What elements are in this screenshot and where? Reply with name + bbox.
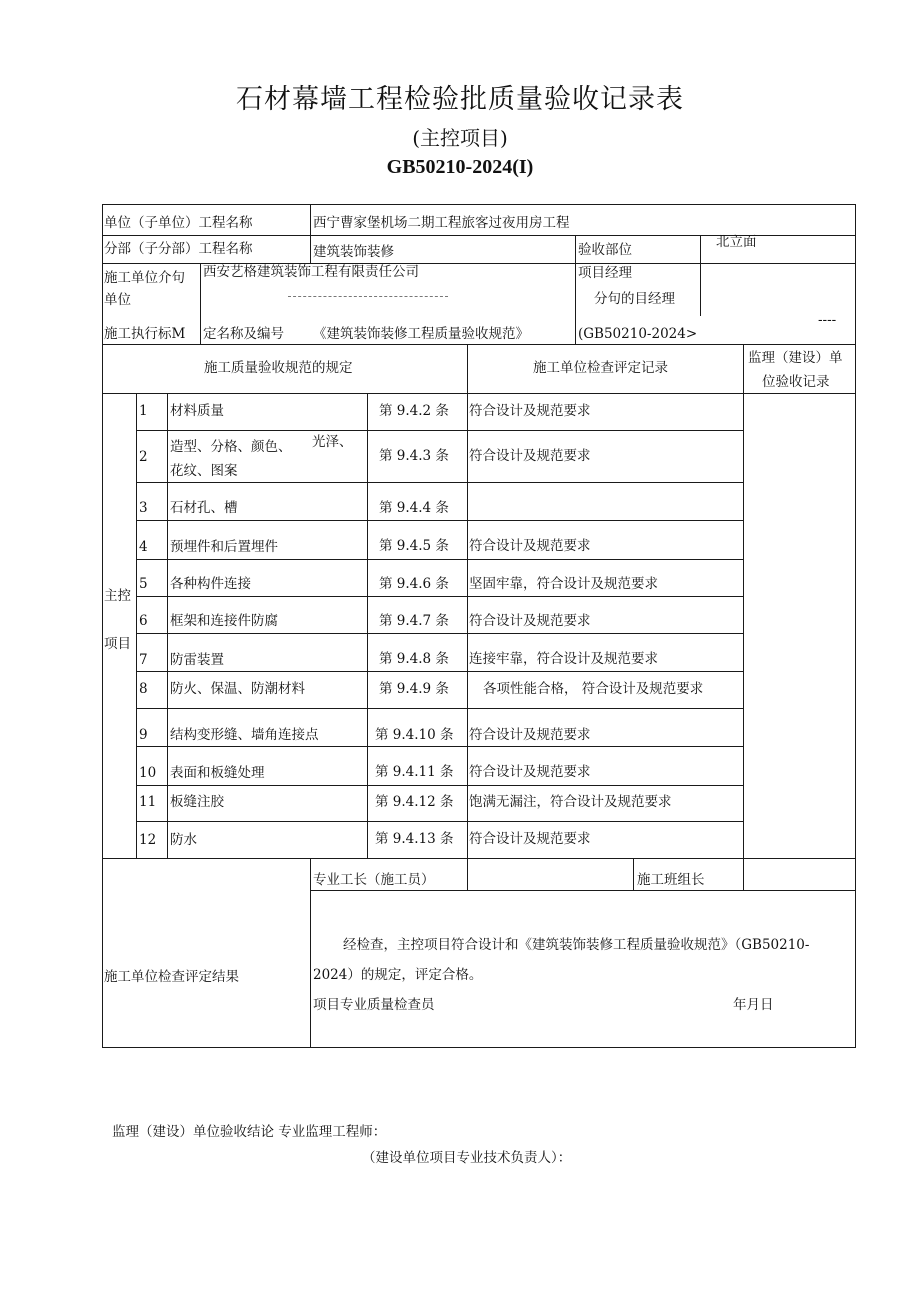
item-clause: 第 9.4.4 条 [379, 500, 449, 516]
item-result: 符合设计及规范要求 [469, 831, 591, 847]
table-border-bottom [102, 1047, 856, 1048]
item-result: 符合设计及规范要求 [469, 448, 591, 464]
division-name-label: 分部（子分部）工程名称 [104, 241, 253, 257]
item-clause: 第 9.4.8 条 [379, 651, 449, 667]
grid-line [367, 393, 368, 858]
project-manager-label: 项目经理 [578, 265, 632, 281]
item-number: 11 [139, 794, 157, 810]
group-label: 主控 [104, 588, 131, 604]
grid-line [467, 393, 468, 858]
standard-value: 《建筑装饰装修工程质量验收规范》 [313, 326, 529, 342]
item-number: 6 [139, 613, 148, 629]
item-number: 8 [139, 681, 148, 697]
contractor-value: 西安艺格建筑装饰工程有限责任公司 [203, 264, 419, 280]
item-name-extra: 光泽、 [312, 434, 353, 450]
unit-name-value: 西宁曹家堡机场二期工程旅客过夜用房工程 [313, 215, 570, 231]
item-clause: 第 9.4.11 条 [375, 764, 454, 780]
accept-part-value: 北立面 [716, 234, 757, 250]
grid-line [700, 235, 701, 316]
item-number: 9 [139, 727, 148, 743]
item-number: 7 [139, 652, 148, 668]
item-name: 结构变形缝、墙角连接点 [170, 727, 319, 743]
grid-line [136, 633, 743, 634]
item-name: 防雷装置 [170, 652, 224, 668]
item-number: 4 [139, 539, 148, 555]
item-clause: 第 9.4.10 条 [375, 727, 454, 743]
standard-label-line2: 定名称及编号 [203, 326, 284, 342]
sub-project-manager-value: ---- [818, 312, 837, 328]
item-name: 防水 [170, 832, 197, 848]
table-border-top [102, 204, 856, 205]
contractor-label-line2: 单位 [104, 292, 131, 308]
item-result: 各项性能合格， 符合设计及规范要求 [483, 681, 704, 697]
page-title: 石材幕墙工程检验批质量验收记录表 [236, 84, 684, 115]
item-clause: 第 9.4.5 条 [379, 538, 449, 554]
item-number: 12 [139, 832, 157, 848]
grid-line [467, 858, 468, 890]
item-result: 饱满无漏注，符合设计及规范要求 [469, 794, 672, 810]
column-header-spec: 施工质量验收规范的规定 [204, 360, 353, 376]
grid-line [136, 821, 743, 822]
contractor-label: 施工单位介句 [104, 270, 185, 286]
item-result: 符合设计及规范要求 [469, 764, 591, 780]
item-number: 1 [139, 403, 148, 419]
standard-code-value: (GB50210-2024> [578, 326, 698, 342]
item-name: 石材孔、槽 [170, 500, 238, 516]
item-number: 5 [139, 576, 148, 592]
column-header-supervision: 监理（建设）单 [748, 350, 843, 366]
owner-technical-lead: （建设单位项目专业技术负责人）： [362, 1150, 572, 1166]
item-result: 坚固牢靠，符合设计及规范要求 [469, 576, 658, 592]
item-result: 符合设计及规范要求 [469, 727, 591, 743]
page-subtitle: (主控项目) [412, 126, 508, 150]
item-clause: 第 9.4.13 条 [375, 831, 454, 847]
grid-line [136, 708, 743, 709]
grid-line [310, 204, 311, 263]
team-leader-label: 施工班组长 [637, 872, 705, 888]
grid-line [467, 344, 468, 393]
grid-line [102, 858, 856, 859]
grid-line [136, 520, 743, 521]
unit-name-label: 单位（子单位）工程名称 [104, 215, 253, 231]
evaluation-result-text: 经检查，主控项目符合设计和《建筑装饰装修工程质量验收规范》（GB50210- [343, 937, 810, 953]
column-header-supervision-line2: 位验收记录 [762, 374, 830, 390]
supervision-conclusion: 监理（建设）单位验收结论 专业监理工程师： [112, 1124, 387, 1140]
standard-label: 施工执行标M [104, 326, 186, 342]
item-clause: 第 9.4.9 条 [379, 681, 449, 697]
table-border-left [102, 204, 103, 1048]
grid-line [633, 858, 634, 890]
sub-project-manager-label: 分句的目经理 [594, 291, 675, 307]
evaluation-result-label: 施工单位检查评定结果 [104, 969, 239, 985]
item-name: 材料质量 [170, 403, 224, 419]
item-result: 符合设计及规范要求 [469, 613, 591, 629]
evaluation-result-text-line2: 2024）的规定，评定合格。 [313, 967, 483, 983]
grid-line [136, 430, 743, 431]
grid-line [136, 785, 743, 786]
item-number: 10 [139, 765, 157, 781]
grid-line [167, 393, 168, 858]
quality-inspector-label: 项目专业质量检查员 [313, 997, 435, 1013]
item-name: 板缝注胶 [170, 794, 224, 810]
column-header-check: 施工单位检查评定记录 [533, 360, 668, 376]
grid-line [136, 559, 743, 560]
standard-code: GB50210-2024(I) [386, 156, 534, 178]
grid-line [136, 746, 743, 747]
grid-line [200, 263, 201, 344]
grid-line [310, 890, 856, 891]
item-name: 框架和连接件防腐 [170, 613, 278, 629]
grid-line [136, 393, 137, 858]
division-name-value: 建筑装饰装修 [313, 244, 394, 260]
group-label-line2: 项目 [104, 636, 131, 652]
item-name: 预埋件和后置埋件 [170, 539, 278, 555]
item-result: 符合设计及规范要求 [469, 538, 591, 554]
item-name: 表面和板缝处理 [170, 765, 265, 781]
item-result: 符合设计及规范要求 [469, 403, 591, 419]
item-number: 2 [139, 449, 148, 465]
grid-line [136, 596, 743, 597]
grid-line [310, 858, 311, 1047]
item-result: 连接牢靠，符合设计及规范要求 [469, 651, 658, 667]
item-clause: 第 9.4.6 条 [379, 576, 449, 592]
item-name-line2: 花纹、图案 [170, 463, 238, 479]
grid-line [743, 344, 744, 393]
grid-line [136, 482, 743, 483]
accept-part-label: 验收部位 [578, 242, 632, 258]
grid-line [136, 671, 743, 672]
item-name: 造型、分格、颜色、 [170, 439, 292, 455]
item-clause: 第 9.4.2 条 [379, 403, 449, 419]
item-name: 防火、保温、防潮材料 [170, 681, 305, 697]
signature-line [288, 296, 448, 297]
table-border-right [855, 204, 856, 1048]
item-clause: 第 9.4.7 条 [379, 613, 449, 629]
foreman-label: 专业工长（施工员） [313, 872, 435, 888]
item-number: 3 [139, 500, 148, 516]
item-clause: 第 9.4.3 条 [379, 448, 449, 464]
date-label: 年月日 [733, 997, 774, 1013]
grid-line [575, 235, 576, 344]
grid-line [743, 393, 744, 890]
item-clause: 第 9.4.12 条 [375, 794, 454, 810]
item-name: 各种构件连接 [170, 576, 251, 592]
